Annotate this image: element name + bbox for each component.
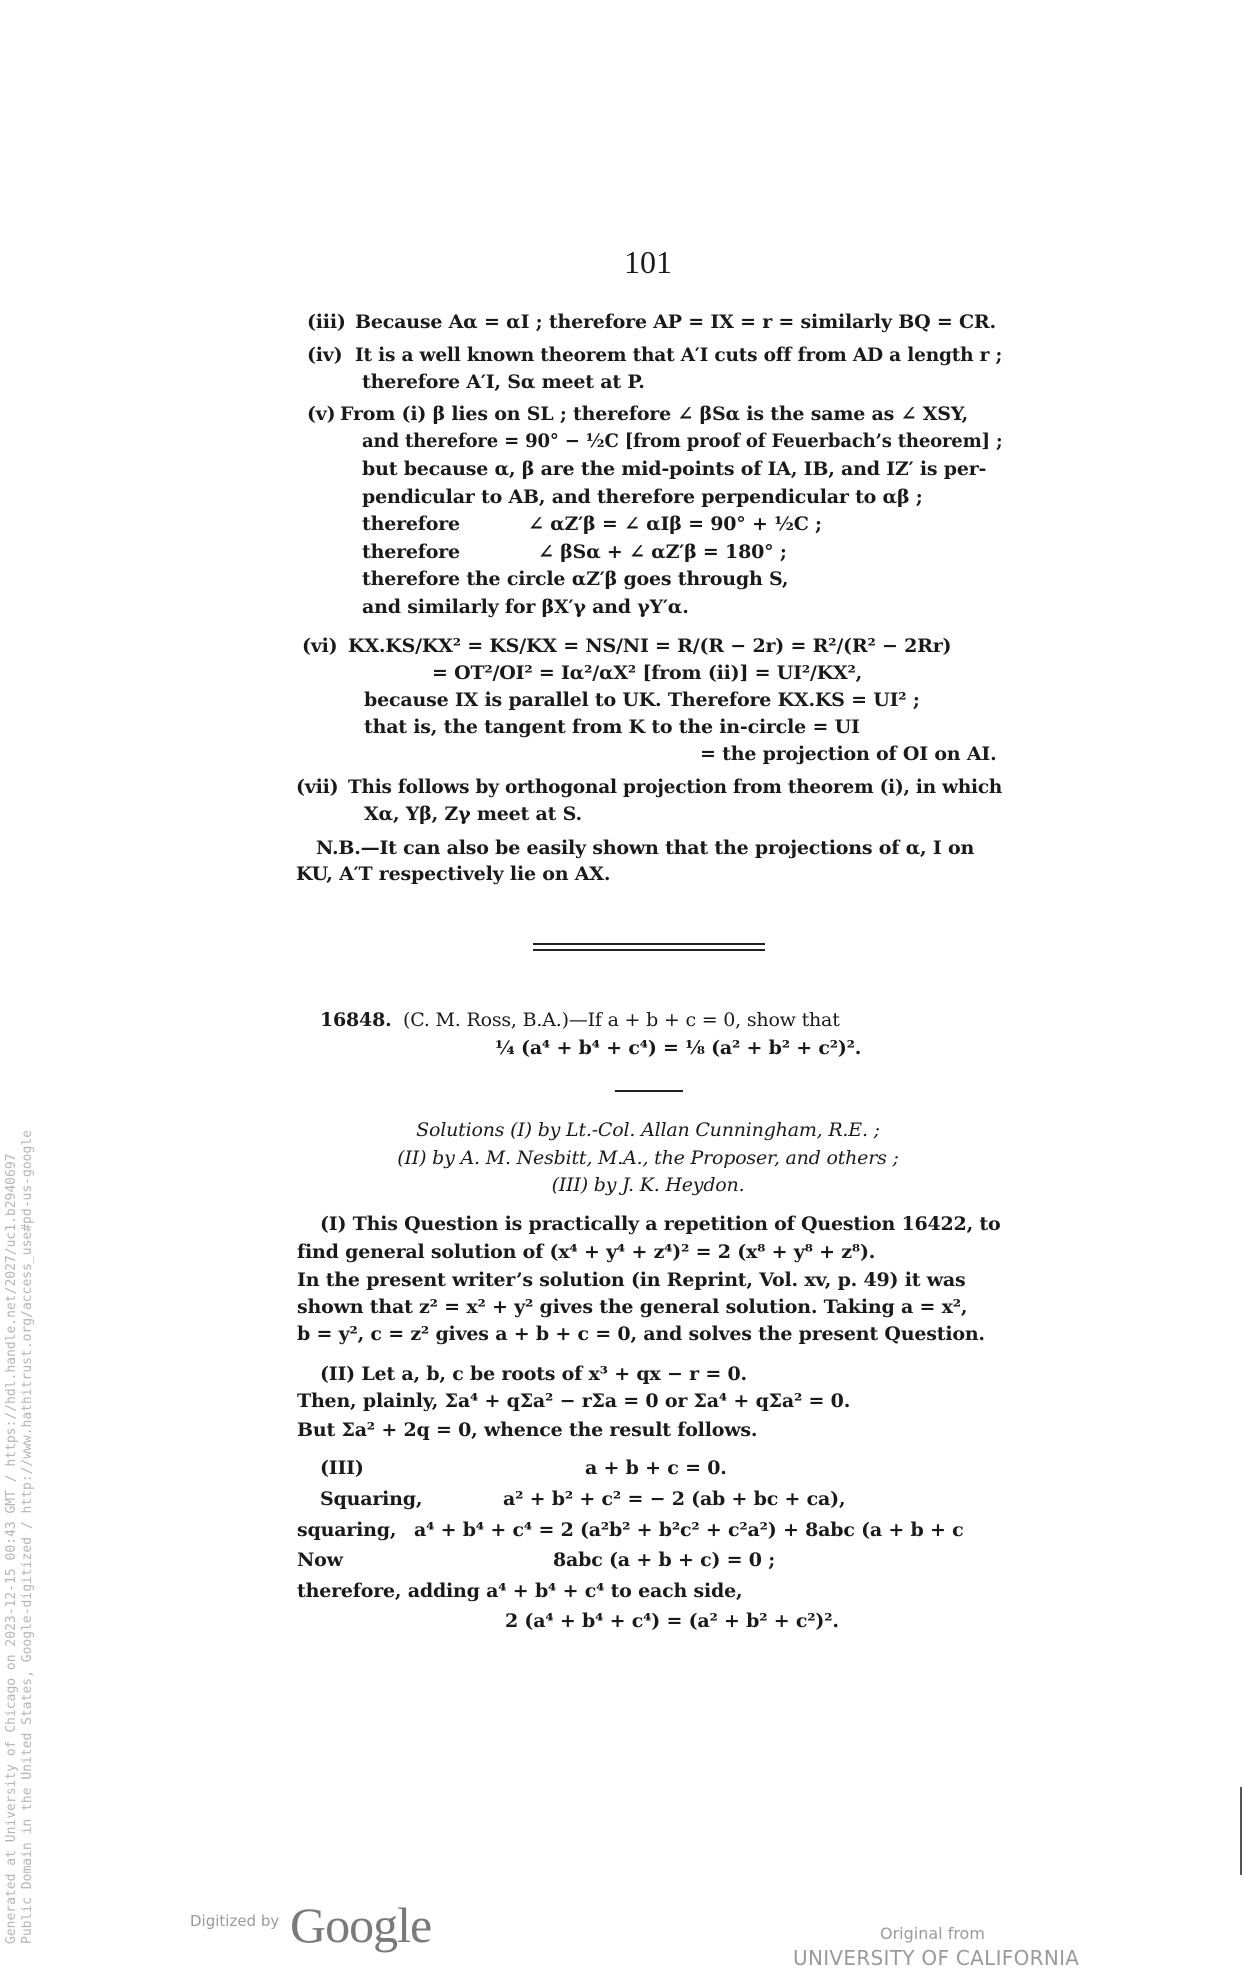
original-from-label: Original from bbox=[880, 1924, 985, 1943]
solution-i-line1: (I) This Question is practically a repetition of Question 16422, to bbox=[320, 1213, 1001, 1235]
part-vi-line5: = the projection of OI on AI. bbox=[700, 743, 997, 765]
question-text: (C. M. Ross, B.A.)—If a + b + c = 0, show that bbox=[403, 1009, 840, 1031]
part-iv-line1: It is a well known theorem that A′I cuts off from AD a length r ; bbox=[355, 344, 1003, 366]
part-vi-line1: KX.KS/KX² = KS/KX = NS/NI = R/(R − 2r) = R²/(R² − 2Rr) bbox=[348, 635, 952, 657]
watermark-line1: Generated at University of Chicago on 2023-12-15 00:43 GMT / https://hdl.handle.net/2027/uc1.b2940697 bbox=[4, 1153, 19, 1944]
section-divider-bottom bbox=[533, 949, 765, 951]
solution-ii-line1: (II) Let a, b, c be roots of x³ + qx − r = 0. bbox=[320, 1363, 747, 1385]
part-v-line1: From (i) β lies on SL ; therefore ∠ βSα is the same as ∠ XSY, bbox=[340, 403, 969, 425]
solutions-header-line3: (III) by J. K. Heydon. bbox=[551, 1174, 745, 1196]
part-v-line4: pendicular to AB, and therefore perpendicular to αβ ; bbox=[362, 486, 923, 508]
solution-ii-line2: Then, plainly, Σa⁴ + qΣa² − rΣa = 0 or Σa⁴ + qΣa² = 0. bbox=[297, 1390, 851, 1412]
part-v-label: (v) bbox=[307, 403, 336, 425]
question-number: 16848. bbox=[320, 1009, 392, 1031]
solution-iii-now-label: Now bbox=[297, 1549, 343, 1571]
page-number: 101 bbox=[624, 244, 672, 280]
solution-ii-line3: But Σa² + 2q = 0, whence the result follows. bbox=[297, 1419, 758, 1441]
part-iv-label: (iv) bbox=[307, 344, 343, 366]
part-v-line3: but because α, β are the mid-points of IA, IB, and IZ′ is per- bbox=[362, 458, 987, 480]
solution-iii-eq5: 2 (a⁴ + b⁴ + c⁴) = (a² + b² + c²)². bbox=[505, 1610, 839, 1632]
solution-i-line4: shown that z² = x² + y² gives the general solution. Taking a = x², bbox=[297, 1296, 968, 1318]
section-divider-top bbox=[533, 943, 765, 945]
part-v-line5-right: ∠ αZ′β = ∠ αIβ = 90° + ½C ; bbox=[528, 513, 822, 535]
solution-iii-eq2: a² + b² + c² = − 2 (ab + bc + ca), bbox=[503, 1488, 846, 1510]
part-v-line6-left: therefore bbox=[362, 541, 460, 563]
part-vii-label: (vii) bbox=[296, 776, 339, 798]
nb-line1: N.B.—It can also be easily shown that the projections of α, I on bbox=[316, 837, 975, 859]
part-vii-line1: This follows by orthogonal projection from theorem (i), in which bbox=[348, 776, 1003, 798]
part-v-line6-right: ∠ βSα + ∠ αZ′β = 180° ; bbox=[538, 541, 787, 563]
part-vii-line2: Xα, Yβ, Zγ meet at S. bbox=[364, 803, 582, 825]
part-iv-line2: therefore A′I, Sα meet at P. bbox=[362, 371, 645, 393]
question-divider bbox=[615, 1090, 683, 1092]
part-v-line8: and similarly for βX′γ and γY′α. bbox=[362, 596, 689, 618]
nb-line2: KU, A′T respectively lie on AX. bbox=[296, 863, 611, 885]
part-vi-label: (vi) bbox=[302, 635, 338, 657]
hathitrust-watermark bbox=[4, 1130, 36, 1944]
solution-iii-squaring2-label: squaring, bbox=[297, 1519, 397, 1541]
part-vi-line2: = OT²/OI² = Iα²/αX² [from (ii)] = UI²/KX², bbox=[432, 662, 863, 684]
solution-iii-eq1: a + b + c = 0. bbox=[585, 1457, 727, 1479]
solution-iii-eq3: a⁴ + b⁴ + c⁴ = 2 (a²b² + b²c² + c²a²) + 8abc (a + b + c bbox=[414, 1519, 964, 1541]
solution-i-line2: find general solution of (x⁴ + y⁴ + z⁴)² = 2 (x⁸ + y⁸ + z⁸). bbox=[297, 1241, 876, 1263]
solutions-header-line2: (II) by A. M. Nesbitt, M.A., the Proposer, and others ; bbox=[397, 1147, 899, 1169]
solution-i-line5: b = y², c = z² gives a + b + c = 0, and solves the present Question. bbox=[297, 1323, 985, 1345]
question-formula: ¼ (a⁴ + b⁴ + c⁴) = ⅛ (a² + b² + c²)². bbox=[495, 1037, 862, 1059]
solution-iii-label: (III) bbox=[320, 1457, 364, 1479]
part-v-line5-left: therefore bbox=[362, 513, 460, 535]
digitized-by-label: Digitized by bbox=[190, 1912, 280, 1930]
part-iii-text: Because Aα = αI ; therefore AP = IX = r = similarly BQ = CR. bbox=[355, 311, 996, 333]
solutions-header-line1: Solutions (I) by Lt.-Col. Allan Cunningham, R.E. ; bbox=[416, 1119, 880, 1141]
solution-iii-eq4: 8abc (a + b + c) = 0 ; bbox=[553, 1549, 776, 1571]
part-vi-line3: because IX is parallel to UK. Therefore KX.KS = UI² ; bbox=[364, 689, 920, 711]
part-v-line2: and therefore = 90° − ½C [from proof of Feuerbach’s theorem] ; bbox=[362, 430, 1003, 452]
solution-i-line3: In the present writer’s solution (in Reprint, Vol. xv, p. 49) it was bbox=[297, 1269, 966, 1291]
solution-iii-adding-line: therefore, adding a⁴ + b⁴ + c⁴ to each side, bbox=[297, 1580, 743, 1602]
solution-iii-squaring1-label: Squaring, bbox=[320, 1488, 423, 1510]
part-iii-label: (iii) bbox=[307, 311, 346, 333]
google-logo: Google bbox=[290, 1897, 432, 1953]
part-v-line7: therefore the circle αZ′β goes through S, bbox=[362, 568, 789, 590]
institution-label: UNIVERSITY OF CALIFORNIA bbox=[793, 1946, 1080, 1970]
watermark-line2: Public Domain in the United States, Google-digitized / http://www.hathitrust.org/access_use#pd-us-google bbox=[20, 1130, 35, 1944]
scan-edge-line bbox=[1240, 1787, 1242, 1875]
part-vi-line4: that is, the tangent from K to the in-circle = UI bbox=[364, 716, 860, 738]
